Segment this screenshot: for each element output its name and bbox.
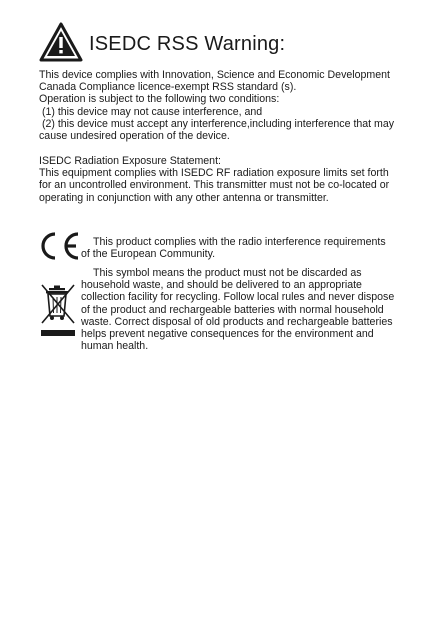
text-line: operating in conjunction with any other antenna or transmitter. [39,191,329,204]
text-line: waste. Correct disposal of old products and rechargeable batteries [81,315,393,328]
radiation-exposure-paragraph [39,155,389,204]
text-line: of the European Community. [81,248,216,261]
ce-mark-icon [40,232,82,260]
text-line: household waste, and should be delivered to an appropriate [81,279,362,292]
warning-triangle-icon [39,22,83,62]
text-line: Canada Compliance licence-exempt RSS standard (s). [39,81,297,94]
crossed-out-wheelie-bin-icon [38,280,78,338]
text-line: This product complies with the radio interference requirements [93,236,386,248]
text-line: helps prevent negative consequences for the environment and [81,328,374,341]
weee-statement [81,267,394,352]
text-line: for an uncontrolled environment. This transmitter must not be co-located or [39,179,390,192]
text-line: (1) this device may not cause interference, and [39,105,263,118]
text-line: human health. [81,340,149,353]
text-line: of the product and rechargeable batteries with normal household [81,303,384,316]
text-line: collection facility for recycling. Follow local rules and never dispose [81,291,395,304]
ce-statement [81,236,386,260]
compliance-paragraph [39,69,394,142]
section-heading: ISEDC Radiation Exposure Statement: [39,155,221,167]
page-title: ISEDC RSS Warning: [89,33,286,55]
text-line: This device complies with Innovation, Science and Economic Development [39,69,390,81]
warning-header [39,22,409,64]
text-line: Operation is subject to the following two conditions: [39,93,280,106]
text-line: (2) this device must accept any interference,including interference that may [39,117,395,130]
text-line: cause undesired operation of the device. [39,130,230,143]
text-line: This symbol means the product must not be discarded as [93,267,362,279]
text-line: This equipment complies with ISEDC RF radiation exposure limits set forth [39,167,389,180]
